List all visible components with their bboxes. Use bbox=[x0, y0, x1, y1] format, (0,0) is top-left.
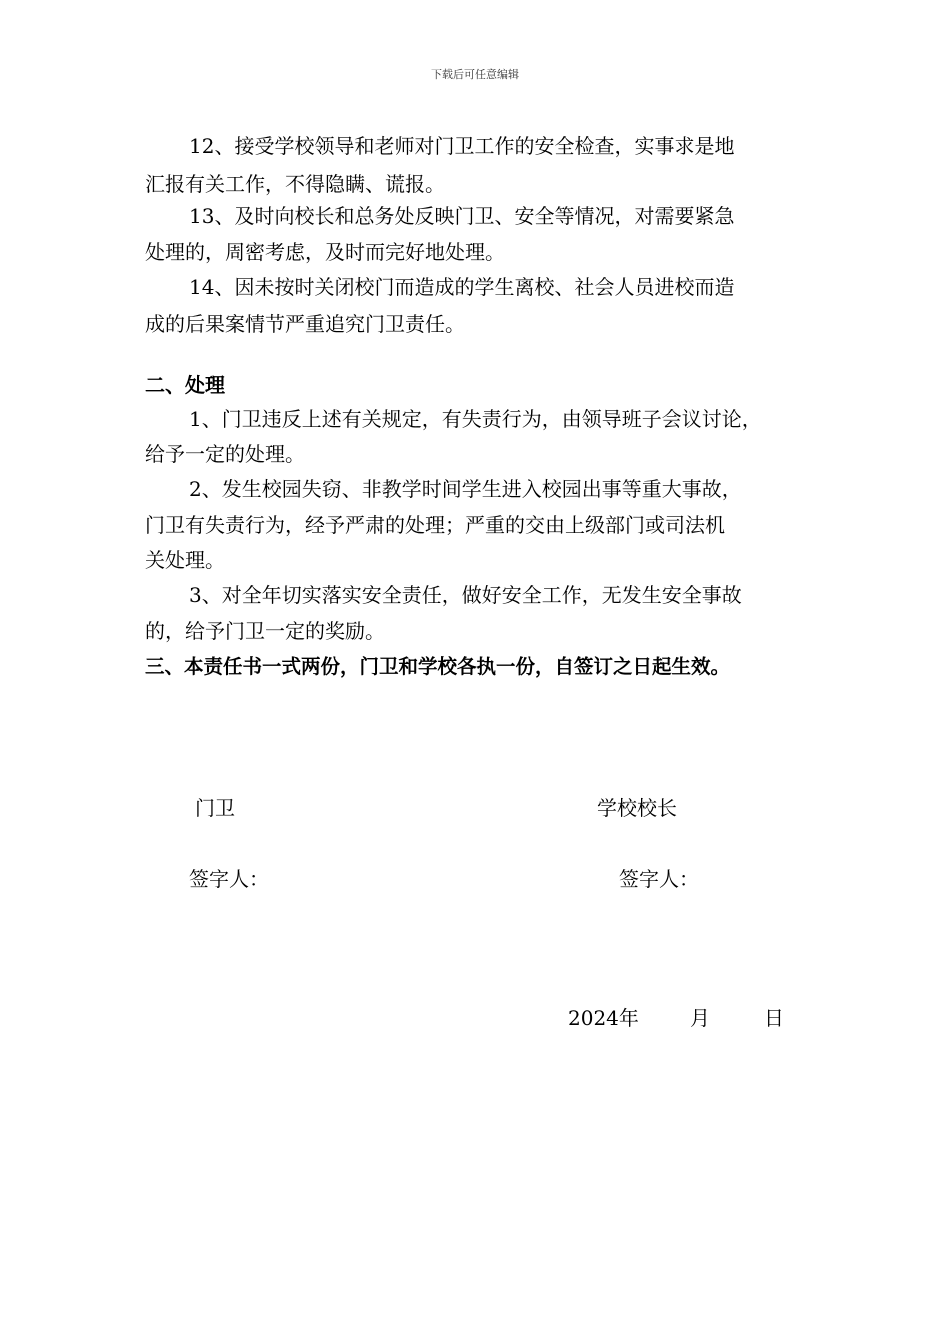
clause-13-line-2: 处理的，周密考虑，及时而完好地处理。 bbox=[145, 240, 505, 264]
clause-12-line-1: 12、接受学校领导和老师对门卫工作的安全检查，实事求是地 bbox=[189, 134, 735, 158]
principal-signature-label: 签字人： bbox=[619, 867, 699, 891]
clause-14-line-2: 成的后果案情节严重追究门卫责任。 bbox=[145, 312, 465, 336]
clause-13-line-1: 13、及时向校长和总务处反映门卫、安全等情况，对需要紧急 bbox=[189, 204, 735, 228]
clause-14-line-1: 14、因未按时关闭校门而造成的学生离校、社会人员进校而造 bbox=[189, 275, 735, 299]
principal-title: 学校校长 bbox=[597, 796, 677, 820]
section-2-item-3-line-1: 3、对全年切实落实安全责任，做好安全工作，无发生安全事故 bbox=[189, 583, 742, 607]
section-2-item-2-line-2: 门卫有失责行为，经予严肃的处理；严重的交由上级部门或司法机 bbox=[145, 513, 725, 537]
gatekeeper-title: 门卫 bbox=[195, 796, 235, 820]
clause-12-line-2: 汇报有关工作，不得隐瞒、谎报。 bbox=[145, 172, 445, 196]
section-2-item-1-line-1: 1、门卫违反上述有关规定，有失责行为，由领导班子会议讨论， bbox=[189, 407, 762, 431]
section-2-item-1-line-2: 给予一定的处理。 bbox=[145, 442, 305, 466]
section-2-item-3-line-2: 的，给予门卫一定的奖励。 bbox=[145, 619, 385, 643]
date-day: 日 bbox=[764, 1006, 784, 1030]
date-year: 2024年 bbox=[568, 1006, 639, 1030]
date-month: 月 bbox=[690, 1006, 710, 1030]
section-2-heading: 二、处理 bbox=[145, 373, 225, 397]
section-3-statement: 三、本责任书一式两份，门卫和学校各执一份，自签订之日起生效。 bbox=[145, 655, 731, 678]
section-2-item-2-line-1: 2、发生校园失窃、非教学时间学生进入校园出事等重大事故， bbox=[189, 477, 742, 501]
header-note: 下载后可任意编辑 bbox=[431, 68, 519, 81]
gatekeeper-signature-label: 签字人： bbox=[189, 867, 269, 891]
section-2-item-2-line-3: 关处理。 bbox=[145, 548, 225, 572]
